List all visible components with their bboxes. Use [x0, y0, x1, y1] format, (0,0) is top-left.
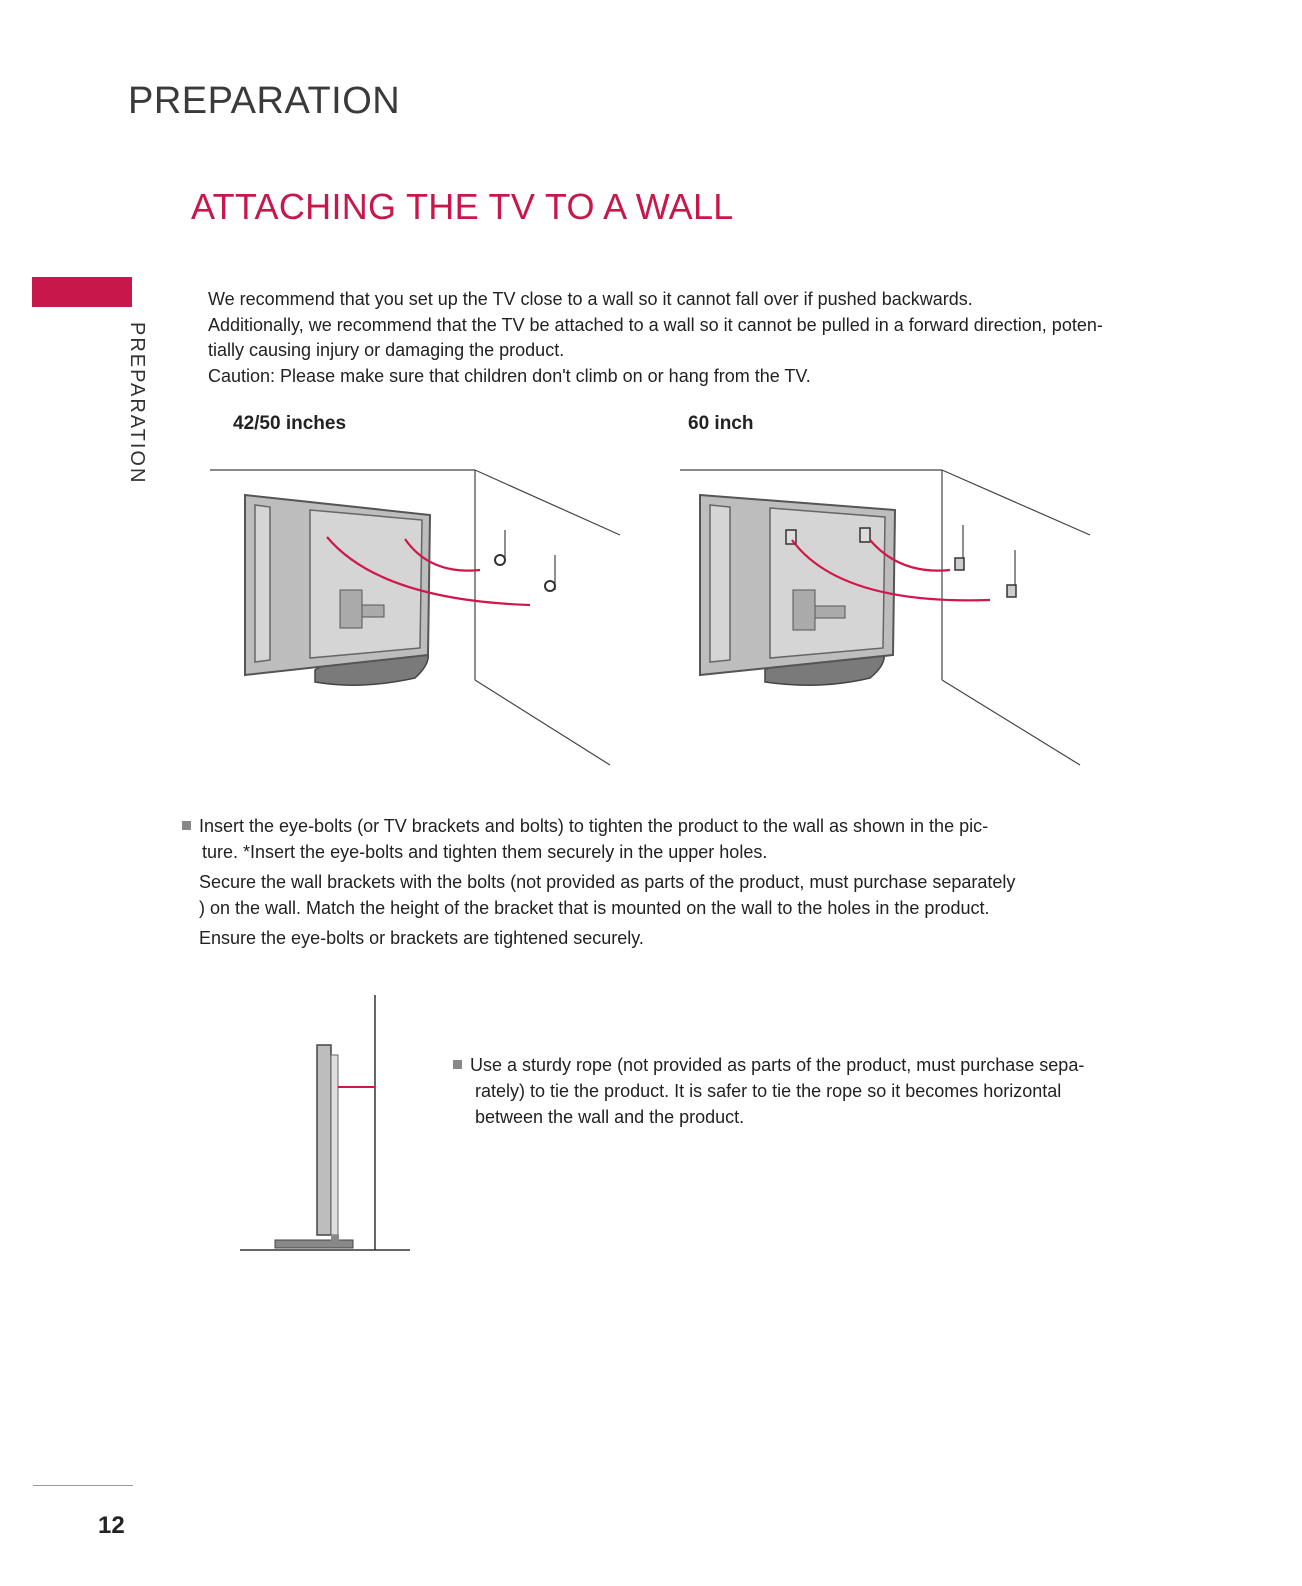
instruction-line: Insert the eye-bolts (or TV brackets and bolts) to tighten the product to the wall as shown in the pic-	[182, 813, 1082, 839]
rope-note-line: rately) to tie the product. It is safer to tie the rope so it becomes horizontal	[475, 1081, 1062, 1101]
side-section-label: PREPARATION	[126, 322, 148, 485]
intro-paragraph	[208, 287, 1168, 389]
instruction-line: Secure the wall brackets with the bolts (not provided as parts of the product, must purchase separately	[199, 872, 1016, 892]
rope-note-line: between the wall and the product.	[475, 1107, 745, 1127]
bullet-square-icon	[453, 1060, 462, 1069]
rope-note-line: Use a sturdy rope (not provided as parts of the product, must purchase sepa-	[453, 1052, 1143, 1078]
wall-mount-illustration-60	[670, 460, 1100, 770]
instruction-line: Ensure the eye-bolts or brackets are tightened securely.	[199, 928, 644, 948]
wall-mount-illustration-42-50	[200, 460, 630, 770]
figure-label-60: 60 inch	[688, 413, 754, 434]
intro-line: We recommend that you set up the TV close to a wall so it cannot fall over if pushed backwards.	[208, 289, 973, 309]
intro-line: Caution: Please make sure that children don't climb on or hang from the TV.	[208, 365, 811, 386]
rope-note	[453, 1052, 1143, 1130]
bullet-square-icon	[182, 821, 191, 830]
intro-line: tially causing injury or damaging the product.	[208, 340, 565, 360]
instruction-line: ture. *Insert the eye-bolts and tighten them securely in the upper holes.	[202, 842, 768, 862]
rope-side-view-illustration	[235, 995, 425, 1265]
intro-line: Additionally, we recommend that the TV be attached to a wall so it cannot be pulled in a forward direction, poten-	[208, 314, 1103, 335]
section-title: PREPARATION	[128, 80, 401, 122]
side-tab-marker	[32, 277, 132, 307]
page-number: 12	[98, 1512, 125, 1539]
figure-label-42-50: 42/50 inches	[233, 413, 347, 434]
instruction-line: ) on the wall. Match the height of the bracket that is mounted on the wall to the holes in the product.	[199, 898, 990, 918]
page-title: ATTACHING THE TV TO A WALL	[191, 186, 734, 227]
instructions	[182, 813, 1082, 951]
footer-divider	[33, 1485, 133, 1486]
